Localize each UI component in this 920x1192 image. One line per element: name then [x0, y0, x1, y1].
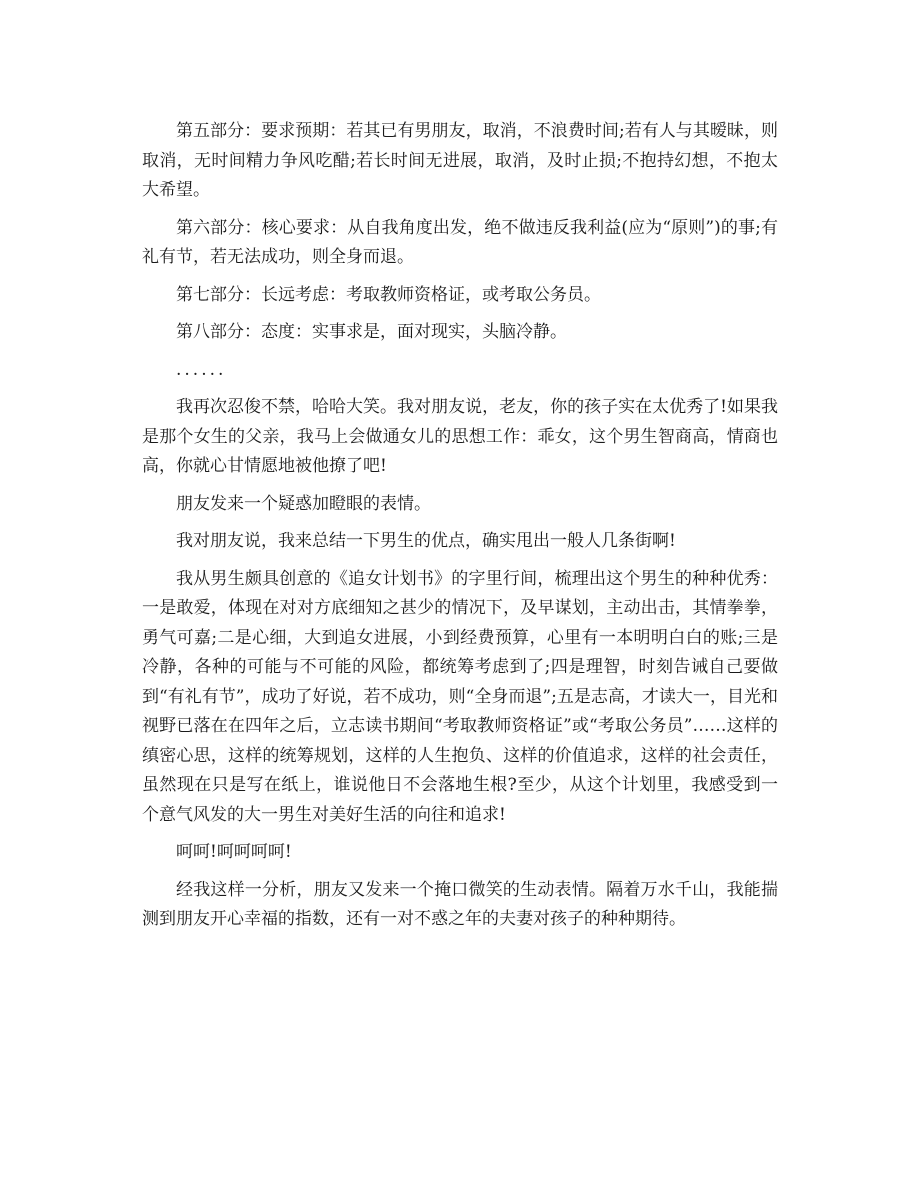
paragraph-part-eight: 第八部分：态度：实事求是，面对现实，头脑冷静。: [176, 322, 567, 342]
paragraph-closing: 经我这样一分析，朋友又发来一个掩口微笑的生动表情。隔着万水千山，我能揣测到朋友开心幸福的指数，还有一对不惑之年的夫妻对孩子的种种期待。: [142, 879, 778, 929]
paragraph-laugh: 我再次忍俊不禁，哈哈大笑。我对朋友说，老友，你的孩子实在太优秀了!如果我是那个女生的父亲，我马上会做通女儿的思想工作：乖女，这个男生智商高，情商也高，你就心甘情愿地被他撩了吧!: [142, 397, 778, 476]
paragraph-hehe: 呵呵!呵呵呵呵!: [176, 842, 292, 862]
paragraph-part-five: 第五部分：要求预期：若其已有男朋友，取消，不浪费时间;若有人与其暧昧，则取消，无时间精力争风吃醋;若长时间无进展，取消，及时止损;不抱持幻想，不抱太大希望。: [142, 121, 778, 200]
ellipsis-separator: ......: [176, 359, 227, 380]
paragraph-friend-expression: 朋友发来一个疑惑加瞪眼的表情。: [176, 493, 431, 514]
paragraph-summary-intro: 我对朋友说，我来总结一下男生的优点，确实甩出一般人几条街啊!: [176, 531, 676, 551]
paragraph-part-seven: 第七部分：长远考虑：考取教师资格证，或考取公务员。: [176, 284, 601, 305]
document-body: [142, 117, 778, 943]
paragraph-strengths: 我从男生颇具创意的《追女计划书》的字里行间，梳理出这个男生的种种优秀：一是敢爱，体现在对对方底细知之甚少的情况下，及早谋划，主动出击，其情拳拳，勇气可嘉;二是心细，大到追女进展，小到经费预算，心里有一本明明白白的账;三是冷静，各种的可能与不可能的风险，都统筹考虑到了;四是理智，时刻告诫自己要做到“有礼有节”，成功了好说，若不成功，则“全身而退”;五是志高，才读大一，目光和视野已落在在四年之后，立志读书期间“考取教师资格证”或“考取公务员”……这样的缜密心思，这样的统筹规划，这样的人生抱负、这样的价值追求，这样的社会责任，虽然现在只是写在纸上，谁说他日不会落地生根?至少，从这个计划里，我感受到一个意气风发的大一男生对美好生活的向往和追求!: [142, 568, 778, 825]
paragraph-part-six: 第六部分：核心要求：从自我角度出发，绝不做违反我利益(应为“原则”)的事;有礼有节，若无法成功，则全身而退。: [142, 217, 778, 267]
